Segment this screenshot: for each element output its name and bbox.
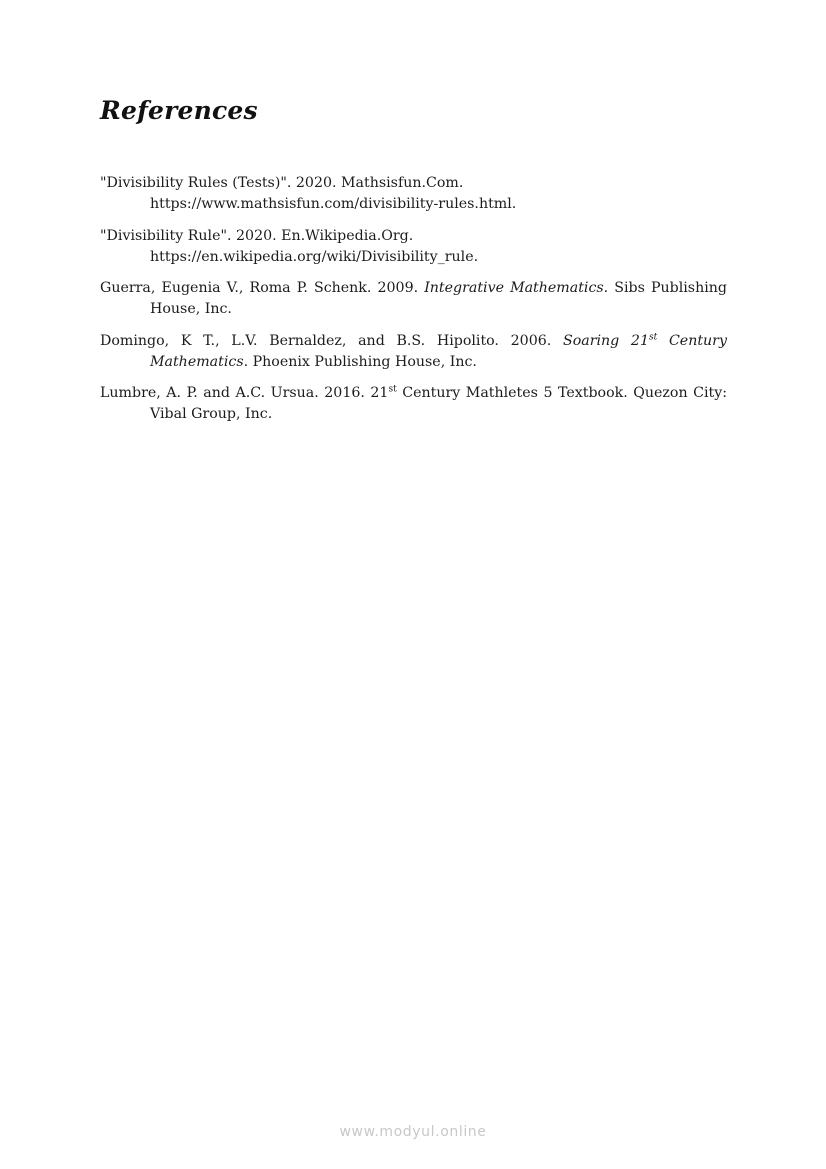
ordinal-suffix: st — [388, 384, 397, 395]
reference-item — [100, 278, 727, 320]
ordinal-suffix: st — [648, 331, 658, 342]
reference-item — [100, 383, 727, 425]
reference-publisher: Sibs Publishing House, Inc. — [150, 280, 727, 317]
reference-book-title-part: Soaring 21 — [562, 332, 649, 349]
reference-book-title: Integrative Mathematics. — [424, 280, 609, 296]
footer-watermark: www.modyul.online — [339, 1124, 487, 1140]
reference-item — [100, 226, 727, 268]
reference-text: Century Mathletes 5 Textbook. Quezon City: Vibal Group, Inc. — [150, 385, 727, 422]
page-title: References — [100, 96, 258, 125]
reference-text: "Divisibility Rules (Tests)". 2020. Mathsisfun.Com. — [100, 175, 464, 191]
reference-url: https://en.wikipedia.org/wiki/Divisibility_rule. — [150, 248, 479, 265]
reference-authors: Guerra, Eugenia V., Roma P. Schenk. 2009. — [100, 280, 419, 296]
reference-url: https://www.mathsisfun.com/divisibility-rules.html. — [150, 196, 517, 212]
reference-publisher: . Phoenix Publishing House, Inc. — [243, 353, 477, 370]
reference-item — [100, 173, 727, 215]
reference-authors: Domingo, K T., L.V. Bernaldez, and B.S. Hipolito. 2006. — [100, 332, 552, 349]
reference-text: "Divisibility Rule". 2020. En.Wikipedia.Org. — [100, 227, 414, 244]
reference-book-title-part: Century Mathematics — [150, 332, 727, 370]
reference-text: Lumbre, A. P. and A.C. Ursua. 2016. 21 — [100, 385, 389, 401]
reference-item — [100, 331, 727, 373]
reference-list — [100, 173, 727, 436]
